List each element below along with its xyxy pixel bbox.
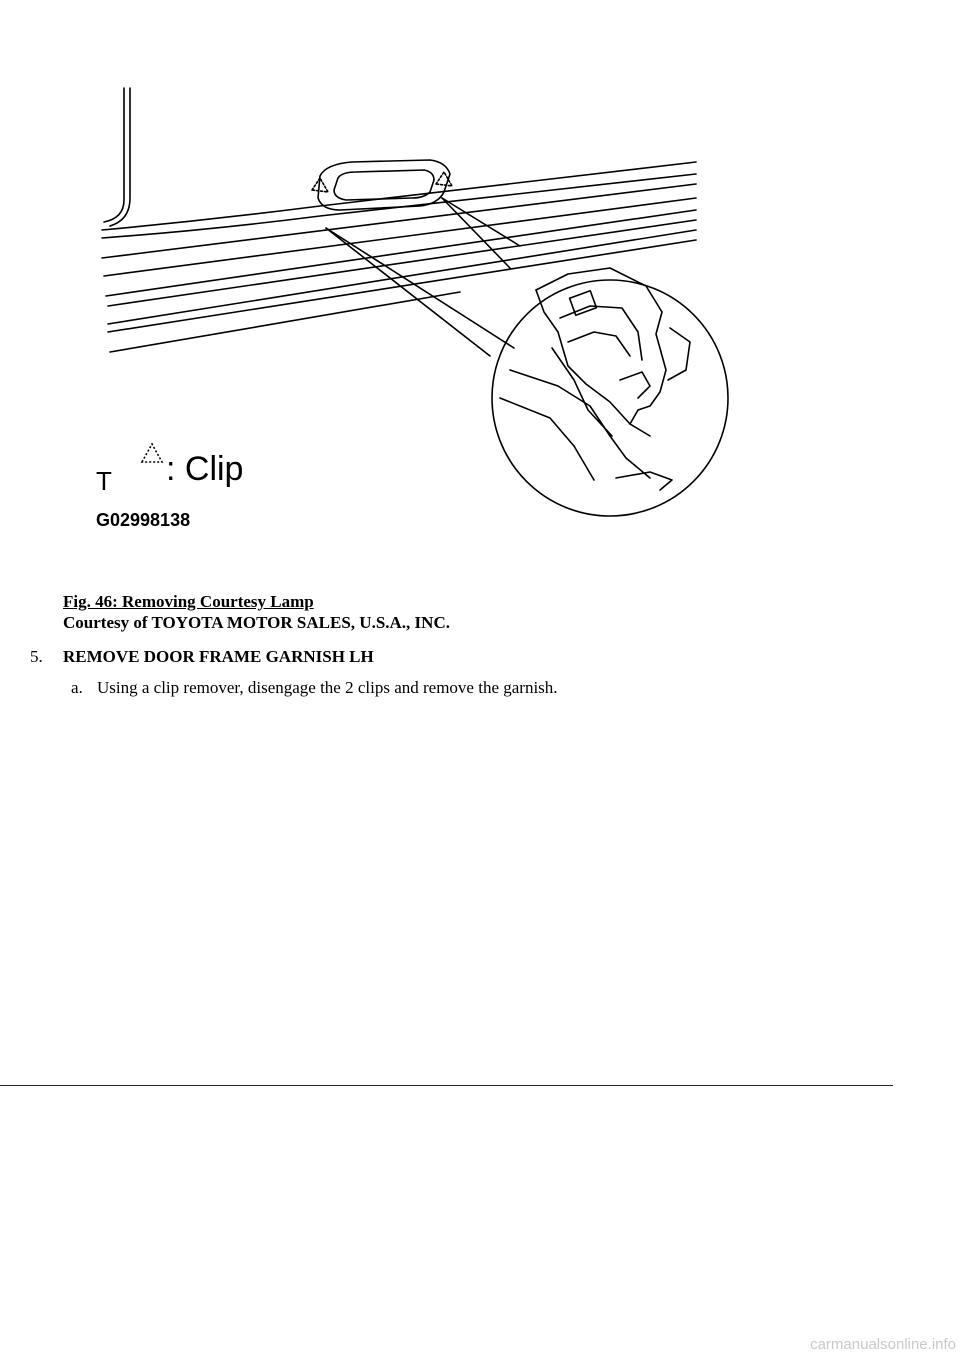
watermark: carmanualsonline.info: [810, 1336, 956, 1353]
callout-line: [326, 228, 490, 356]
courtesy-lamp: [318, 160, 450, 210]
substep-text: Using a clip remover, disengage the 2 clips and remove the garnish.: [97, 678, 558, 697]
procedure-substep: [71, 677, 558, 698]
caption-title: Fig. 46: Removing Courtesy Lamp: [63, 592, 314, 611]
detail-magnifier: [492, 280, 728, 516]
procedure-step: [30, 646, 374, 667]
figure-code: G02998138: [96, 510, 191, 530]
step-number: 5.: [30, 647, 43, 666]
clip-legend-label: : Clip: [166, 450, 244, 488]
pillar-outline: [104, 88, 124, 222]
trim-line: [102, 162, 696, 230]
caption-credit: Courtesy of TOYOTA MOTOR SALES, U.S.A., INC.: [63, 613, 450, 632]
clip-legend: [96, 444, 243, 530]
page-divider: [0, 1085, 893, 1086]
courtesy-lamp-illustration: [90, 80, 730, 540]
substep-letter: a.: [71, 678, 83, 697]
clip-symbol-icon: [142, 444, 162, 462]
step-title: REMOVE DOOR FRAME GARNISH LH: [63, 647, 374, 666]
courtesy-lamp-figure: [90, 80, 730, 540]
figure-caption: [63, 591, 450, 633]
figure-corner-mark: T: [96, 466, 112, 496]
